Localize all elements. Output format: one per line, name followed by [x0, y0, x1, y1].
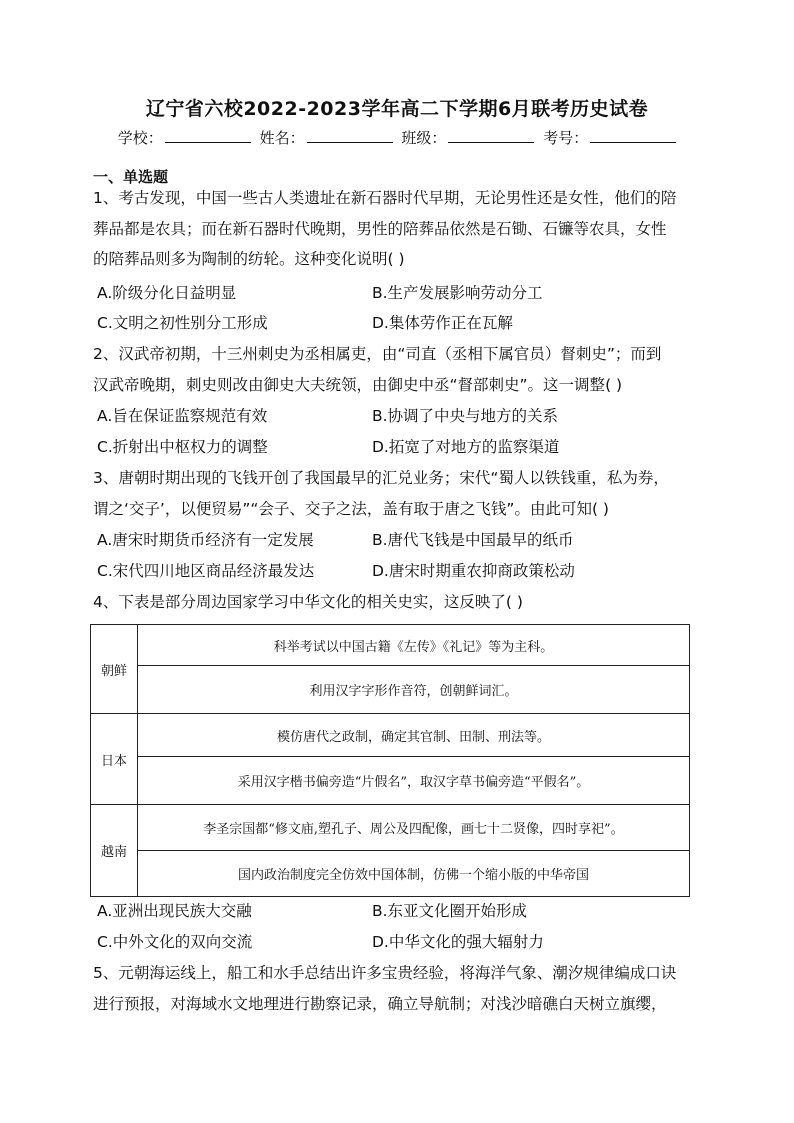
q3-option-b[interactable]: B.唐代飞钱是中国最早的纸币 [372, 531, 574, 549]
q2-option-b[interactable]: B.协调了中央与地方的关系 [372, 407, 559, 425]
q4-option-c[interactable]: C.中外文化的双向交流 [97, 933, 253, 951]
q2-option-d[interactable]: D.拓宽了对地方的监察渠道 [372, 438, 560, 456]
fact-cell: 国内政治制度完全仿效中国体制，仿佛一个缩小版的中华帝国 [138, 851, 690, 897]
exam-number-blank[interactable] [590, 128, 676, 143]
fact-cell: 模仿唐代之政制，确定其官制、田制、刑法等。 [138, 714, 690, 757]
table-row [91, 851, 690, 897]
table-row [91, 714, 690, 757]
q4-option-d[interactable]: D.中华文化的强大辐射力 [372, 933, 544, 951]
fact-cell: 利用汉字字形作音符，创朝鲜词汇。 [138, 666, 690, 714]
question-line: 5、元朝海运线上，船工和水手总结出许多宝贵经验，将海洋气象、潮汐规律编成口诀 [93, 964, 677, 982]
question-3 [93, 463, 693, 524]
question-line: 汉武帝晚期，刺史则改由御史大夫统领，由御史中丞“督部刺史”。这一调整( ) [93, 375, 623, 394]
q2-option-c[interactable]: C.折射出中枢权力的调整 [97, 438, 268, 456]
question-line: 3、唐朝时期出现的飞钱开创了我国最早的汇兑业务；宋代“蜀人以铁钱重，私为券， [93, 469, 669, 487]
class-field [401, 127, 534, 148]
exam-number-field [543, 127, 676, 148]
name-label: 姓名： [259, 129, 305, 147]
question-line: 谓之‘交子’，以便贸易”“会子、交子之法，盖有取于唐之飞钱”。由此可知( ) [93, 499, 609, 518]
question-4 [93, 587, 693, 618]
fact-cell: 采用汉字楷书偏旁造“片假名”，取汉字草书偏旁造“平假名”。 [138, 757, 690, 805]
school-blank[interactable] [165, 128, 251, 143]
country-cell: 朝鲜 [91, 625, 138, 714]
q3-option-c[interactable]: C.宋代四川地区商品经济最发达 [97, 562, 315, 580]
q1-option-c[interactable]: C.文明之初性别分工形成 [97, 314, 268, 332]
q2-option-a[interactable]: A.旨在保证监察规范有效 [97, 407, 268, 425]
name-blank[interactable] [307, 128, 393, 143]
question-line: 进行预报，对海域水文地理进行勘察记录，确立导航制；对浅沙暗礁白天树立旗缨， [93, 994, 667, 1013]
table-row [91, 757, 690, 805]
question-1 [93, 183, 693, 275]
student-info-line [0, 127, 794, 148]
question-2 [93, 339, 693, 400]
q4-option-b[interactable]: B.东亚文化圈开始形成 [372, 902, 528, 920]
q1-option-a[interactable]: A.阶级分化日益明显 [97, 284, 237, 302]
question-line: 4、下表是部分周边国家学习中华文化的相关史实，这反映了( ) [93, 593, 523, 611]
question-line: 的陪葬品则多为陶制的纺轮。这种变化说明( ) [93, 250, 405, 268]
fact-cell: 李圣宗国都“修文庙,塑孔子、周公及四配像，画七十二贤像，四时享祀”。 [138, 805, 690, 851]
table-row [91, 805, 690, 851]
country-cell: 越南 [91, 805, 138, 897]
fact-cell: 科举考试以中国古籍《左传》《礼记》等为主科。 [138, 625, 690, 666]
q3-option-d[interactable]: D.唐宋时期重农抑商政策松动 [372, 562, 575, 580]
exam-number-label: 考号： [543, 129, 589, 147]
class-blank[interactable] [448, 128, 534, 143]
question-line: 葬品都是农具；而在新石器时代晚期，男性的陪葬品依然是石锄、石镰等农具，女性 [93, 219, 667, 238]
name-field [260, 127, 393, 148]
section-title: 一、单选题 [93, 168, 169, 186]
q1-option-d[interactable]: D.集体劳作正在瓦解 [372, 314, 513, 332]
table-row [91, 625, 690, 666]
q4-option-a[interactable]: A.亚洲出现民族大交融 [97, 902, 252, 920]
history-facts-table [90, 624, 690, 897]
exam-title: 辽宁省六校2022-2023学年高二下学期6月联考历史试卷 [145, 98, 649, 120]
question-line: 1、考古发现，中国一些古人类遗址在新石器时代早期，无论男性还是女性，他们的陪 [93, 189, 677, 207]
table-row [91, 666, 690, 714]
q1-option-b[interactable]: B.生产发展影响劳动分工 [372, 284, 543, 302]
school-label: 学校： [117, 129, 163, 147]
school-field [118, 127, 251, 148]
q3-option-a[interactable]: A.唐宋时期货币经济有一定发展 [97, 531, 314, 549]
country-cell: 日本 [91, 714, 138, 805]
question-line: 2、汉武帝初期，十三州刺史为丞相属吏，由“司直（丞相下属官员）督刺史”；而到 [93, 345, 662, 363]
question-5 [93, 958, 693, 1019]
class-label: 班级： [401, 129, 447, 147]
